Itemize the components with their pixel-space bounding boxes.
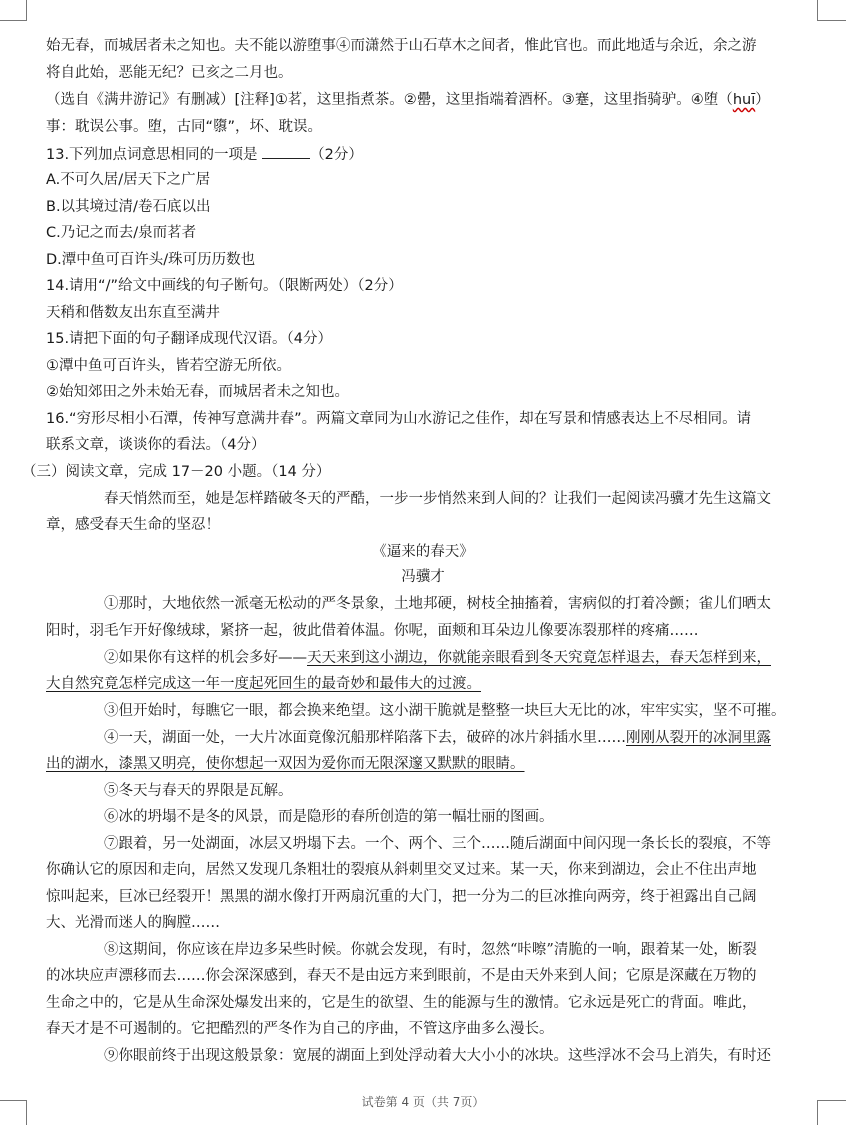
text-line: 将自此始，恶能无纪？已亥之二月也。	[46, 65, 293, 81]
option-b: B.以其境过清/卷石底以出	[46, 199, 211, 215]
paragraph-5: ⑤冬天与春天的界限是瓦解。	[104, 783, 293, 799]
paragraph-9: ⑨你眼前终于出现这般景象：宽展的湖面上到处浮动着大大小小的冰块。这些浮冰不会马上消失，有时还	[104, 1048, 771, 1064]
paragraph-8-cont: 生命之中的，它是从生命深处爆发出来的，它是生的欲望、生的能源与生的激情。它永远是死亡的背面。唯此，	[46, 995, 757, 1011]
question-13: 13.下列加点词意思相同的一项是 （2分）	[46, 144, 363, 165]
paragraph-7-cont: 大、光滑而迷人的胸膛……	[46, 915, 220, 931]
paragraph-6: ⑥冰的坍塌不是冬的风景，而是隐形的春所创造的第一幅壮丽的图画。	[104, 809, 554, 825]
paragraph-3: ③但开始时，每瞧它一眼，都会换来绝望。这小湖干脆就是整整一块巨大无比的冰，牢牢实实，坚不可摧。	[104, 703, 786, 719]
annotation-line: 事：耽误公事。堕，古同“隳”，坏、耽误。	[46, 119, 323, 135]
question-16: 16.“穷形尽相小石潭，传神写意满井春”。两篇文章同为山水游记之佳作，却在写景和情感表达上不尽相同。请	[46, 411, 752, 427]
question-15-item-1: ①潭中鱼可百许头，皆若空游无所依。	[46, 358, 291, 374]
crop-mark-top-right	[817, 0, 846, 21]
paragraph-4: ④一天，湖面一处，一大片冰面竟像沉船那样陷落下去，破碎的冰片斜插水里……刚刚从裂开的冰洞里露	[104, 730, 771, 746]
option-d: D.潭中鱼可百许头/珠可历历数也	[46, 252, 256, 268]
annotation-line: （选自《满井游记》有删减）[注释]①茗，这里指煮茶。②罍，这里指端着酒杯。③蹇，这里指骑驴。④堕（huī）	[46, 92, 770, 108]
paragraph-8-cont: 的冰块应声漂移而去……你会深深感到，春天不是由远方来到眼前，不是由天外来到人间；它原是深藏在万物的	[46, 968, 757, 984]
crop-mark-top-left	[0, 0, 27, 21]
page-footer: 试卷第 4 页（共 7页）	[361, 1095, 485, 1109]
paragraph-1-cont: 阳时，羽毛乍开好像绒球，紧挤一起，彼此借着体温。你呢，面颊和耳朵边儿像要冻裂那样的疼痛……	[46, 623, 699, 639]
paragraph-4-cont: 出的湖水，漆黑又明亮，使你想起一双因为爱你而无限深邃又默默的眼睛。	[46, 756, 525, 772]
option-c: C.乃记之而去/泉而茗者	[46, 225, 197, 241]
paragraph-2-cont: 大自然究竟怎样完成这一年一度起死回生的最奇妙和最伟大的过渡。	[46, 676, 481, 692]
paragraph-1: ①那时，大地依然一派毫无松动的严冬景象，土地邦硬，树枝全抽搐着，害病似的打着冷颤；雀儿们晒太	[104, 596, 771, 612]
option-a: A.不可久居/居天下之广居	[46, 172, 211, 188]
passage-author: 冯骥才	[401, 569, 445, 585]
question-15-item-2: ②始知郊田之外未始无春，而城居者未之知也。	[46, 384, 349, 400]
paragraph-8-cont: 春天才是不可遏制的。它把酷烈的严冬作为自己的序曲，不管这序曲多么漫长。	[46, 1021, 554, 1037]
question-15: 15.请把下面的句子翻译成现代汉语。（4分）	[46, 331, 333, 347]
answer-blank[interactable]	[262, 144, 310, 159]
section-heading: （三）阅读文章，完成 17－20 小题。（14 分）	[22, 464, 331, 480]
question-14: 14.请用“/”给文中画线的句子断句。（限断两处）（2分）	[46, 278, 403, 294]
paragraph-8: ⑧这期间，你应该在岸边多呆些时候。你就会发现，有时，忽然“咔嚓”清脆的一响，跟着某一处，断裂	[104, 942, 757, 958]
text-line: 始无春，而城居者未之知也。夫不能以游堕事④而潇然于山石草木之间者，惟此官也。而此地适与余近，余之游	[46, 38, 757, 54]
intro-line: 章，感受春天生命的坚忍！	[46, 517, 220, 533]
question-16-cont: 联系文章，谈谈你的看法。（4分）	[46, 437, 266, 453]
question-14-sentence: 天稍和偕数友出东直至满井	[46, 305, 220, 321]
intro-line: 春天悄然而至，她是怎样踏破冬天的严酷，一步一步悄然来到人间的？让我们一起阅读冯骥才先生这篇文	[104, 491, 771, 507]
paragraph-2: ②如果你有这样的机会多好——天天来到这小湖边，你就能亲眼看到冬天究竟怎样退去，春天怎样到来，	[104, 650, 771, 666]
paragraph-7: ⑦跟着，另一处湖面，冰层又坍塌下去。一个、两个、三个……随后湖面中间闪现一条长长的裂痕，不等	[104, 836, 771, 852]
passage-title: 《逼来的春天》	[372, 544, 474, 560]
paragraph-7-cont: 你确认它的原因和走向，居然又发现几条粗壮的裂痕从斜刺里交叉过来。某一天，你来到湖边，会止不住出声地	[46, 862, 757, 878]
paragraph-7-cont: 惊叫起来，巨冰已经裂开！黑黑的湖水像打开两扇沉重的大门，把一分为二的巨冰推向两旁，终于袒露出自己阔	[46, 889, 757, 905]
